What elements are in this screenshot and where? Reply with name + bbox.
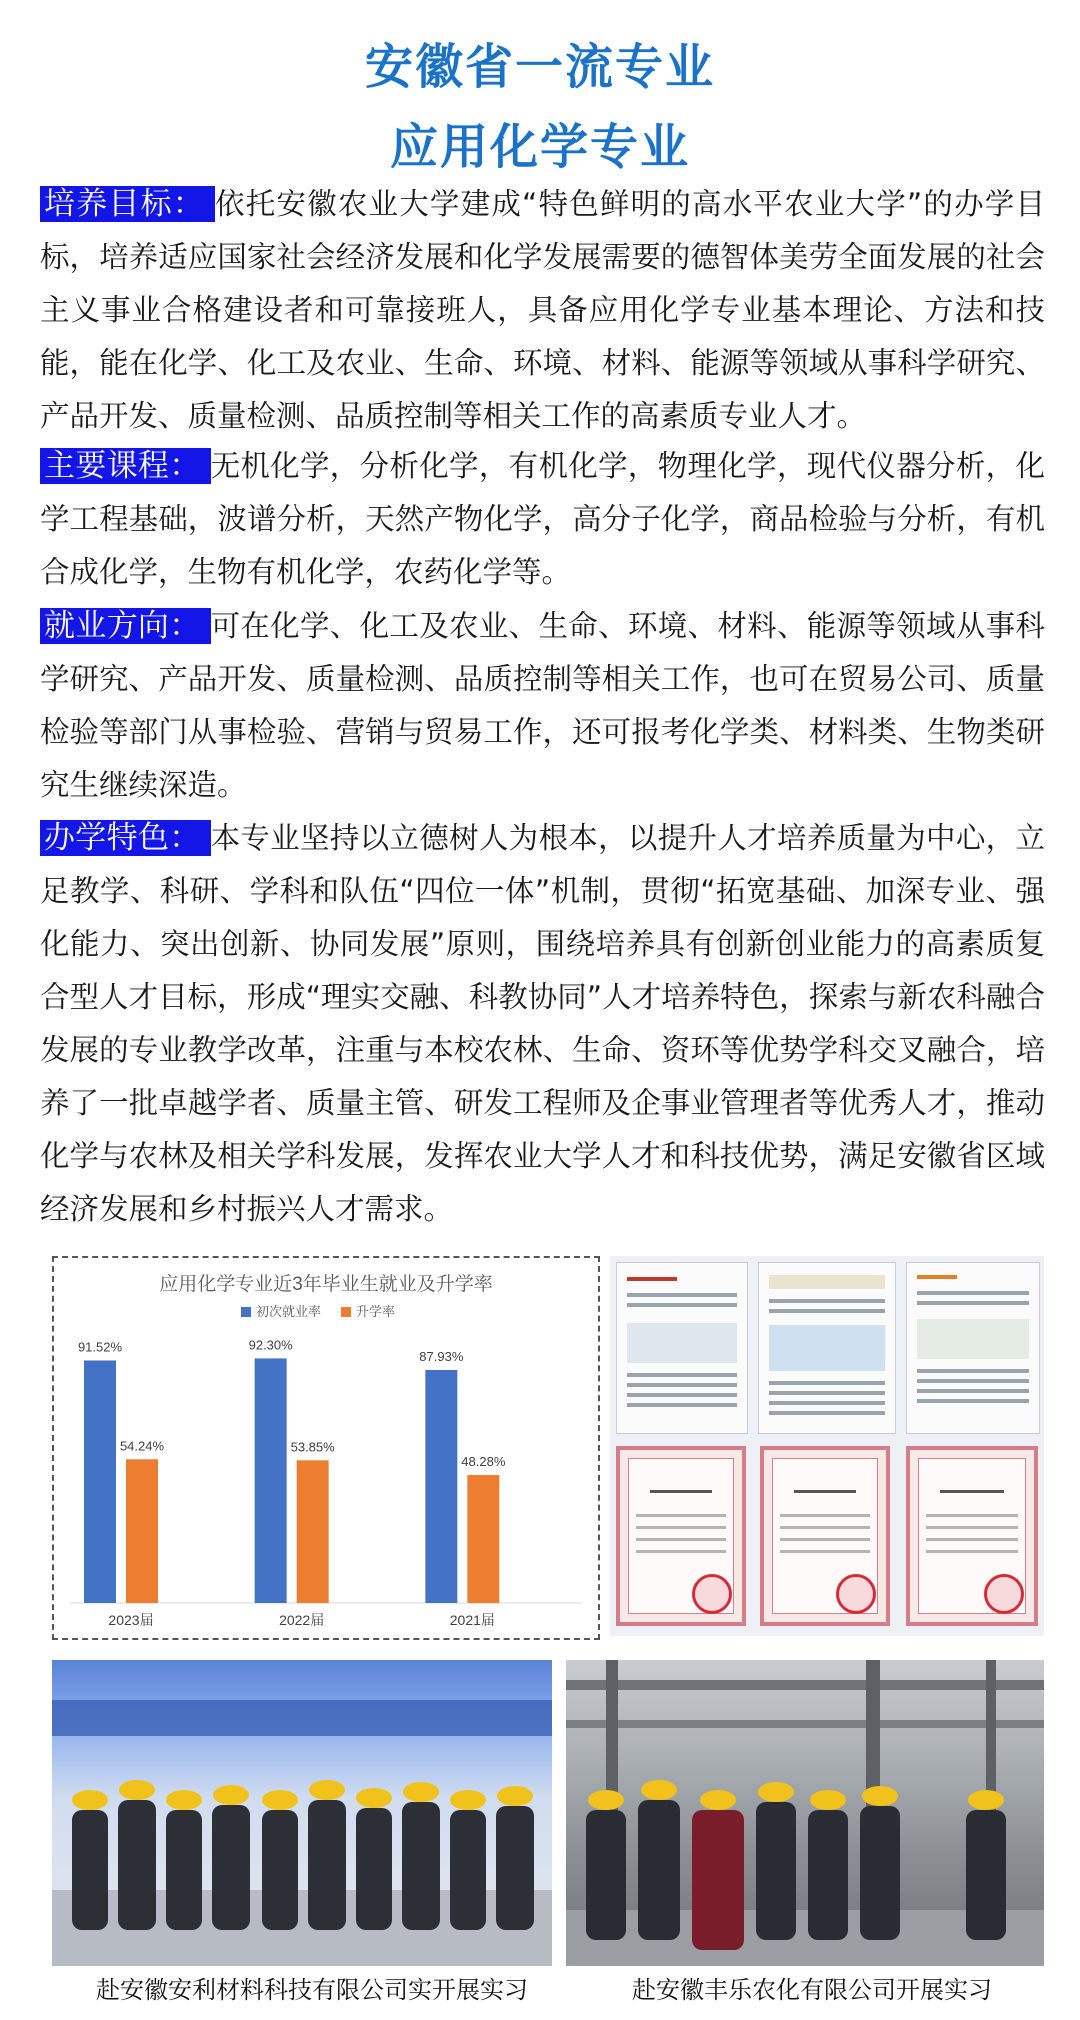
legend-label-1: 升学率 xyxy=(356,1304,396,1319)
photo-caption-fengle: 赴安徽丰乐农化有限公司开展实习 xyxy=(632,1976,992,2004)
section-training-goal xyxy=(40,178,1045,443)
section-label-features: 办学特色： xyxy=(40,820,211,856)
internship-photo-fengle xyxy=(566,1660,1044,1966)
papers-patents-collage xyxy=(610,1256,1044,1636)
chart-title: 应用化学专业近3年毕业生就业及升学率 xyxy=(159,1274,493,1295)
legend-swatch-1 xyxy=(341,1307,351,1317)
photo-caption-anli: 赴安徽安利材料科技有限公司实开展实习 xyxy=(96,1976,528,2004)
section-text-training-goal: 依托安徽农业大学建成“特色鲜明的高水平农业大学”的办学目标，培养适应国家社会经济发展和化学发展需要的德智体美劳全面发展的社会主义事业合格建设者和可靠接班人，具备应用化学专业基本理论、方法和技能，能在化学、化工及农业、生命、环境、材料、能源等领域从事科学研究、产品开发、质量检测、品质控制等相关工作的高素质专业人才。 xyxy=(40,187,1046,433)
section-label-training-goal: 培养目标： xyxy=(40,186,215,222)
section-employment xyxy=(40,600,1045,812)
bar-初次就业率-2023届 xyxy=(84,1360,116,1603)
internship-photo-anli-illustration xyxy=(52,1660,552,1966)
patent-certificate xyxy=(616,1446,746,1626)
section-text-features: 本专业坚持以立德树人为根本，以提升人才培养质量为中心，立足教学、科研、学科和队伍“四位一体”机制，贯彻“拓宽基础、加深专业、强化能力、突出创新、协同发展”原则，围绕培养具有创新创业能力的高素质复合型人才目标，形成“理实交融、科教协同”人才培养特色，探索与新农科融合发展的专业教学改革，注重与本校农林、生命、资环等优势学科交叉融合，培养了一批卓越学者、质量主管、研发工程师及企事业管理者等优秀人才，推动化学与农林及相关学科发展，发挥农业大学人才和科技优势，满足安徽省区域经济发展和乡村振兴人才需求。 xyxy=(40,821,1045,1226)
page-title: 安徽省一流专业 xyxy=(364,39,715,95)
data-label-1-0: 54.24% xyxy=(119,1438,165,1454)
bar-升学率-2022届 xyxy=(297,1460,329,1603)
x-tick-label-0: 2023届 xyxy=(108,1612,154,1628)
chart-canvas xyxy=(54,1258,598,1638)
section-main-courses xyxy=(40,440,1045,599)
page-subtitle: 应用化学专业 xyxy=(389,119,690,175)
data-label-0-2: 87.93% xyxy=(419,1348,464,1364)
legend-label-0: 初次就业率 xyxy=(256,1304,322,1319)
section-text-employment: 可在化学、化工及农业、生命、环境、材料、能源等领域从事科学研究、产品开发、质量检测、品质控制等相关工作，也可在贸易公司、质量检验等部门从事检验、营销与贸易工作，还可报考化学类、材料类、生物类研究生继续深造。 xyxy=(40,609,1045,802)
data-label-0-1: 92.30% xyxy=(248,1337,293,1353)
legend-swatch-0 xyxy=(241,1307,251,1317)
employment-rate-chart xyxy=(52,1256,600,1640)
data-label-1-2: 48.28% xyxy=(461,1454,506,1470)
internship-photo-fengle-illustration xyxy=(566,1660,1044,1966)
paper-thumbnail xyxy=(758,1262,896,1434)
section-label-main-courses: 主要课程： xyxy=(40,448,211,484)
x-tick-label-2: 2021届 xyxy=(449,1612,495,1628)
section-label-employment: 就业方向： xyxy=(40,608,211,644)
x-tick-label-1: 2022届 xyxy=(279,1612,325,1628)
patent-certificate xyxy=(760,1446,890,1626)
data-label-0-0: 91.52% xyxy=(77,1339,123,1355)
bar-升学率-2023届 xyxy=(126,1459,158,1603)
bar-初次就业率-2022届 xyxy=(255,1358,287,1603)
paper-thumbnail xyxy=(616,1262,748,1434)
bar-初次就业率-2021届 xyxy=(425,1370,457,1603)
section-features xyxy=(40,812,1045,1236)
paper-thumbnail xyxy=(906,1262,1040,1434)
data-label-1-1: 53.85% xyxy=(290,1439,335,1455)
patent-certificate xyxy=(906,1446,1038,1626)
internship-photo-anli xyxy=(52,1660,552,1966)
bar-升学率-2021届 xyxy=(467,1475,499,1603)
section-text-main-courses: 无机化学，分析化学，有机化学，物理化学，现代仪器分析，化学工程基础，波谱分析，天然产物化学，高分子化学，商品检验与分析，有机合成化学，生物有机化学，农药化学等。 xyxy=(40,449,1045,589)
